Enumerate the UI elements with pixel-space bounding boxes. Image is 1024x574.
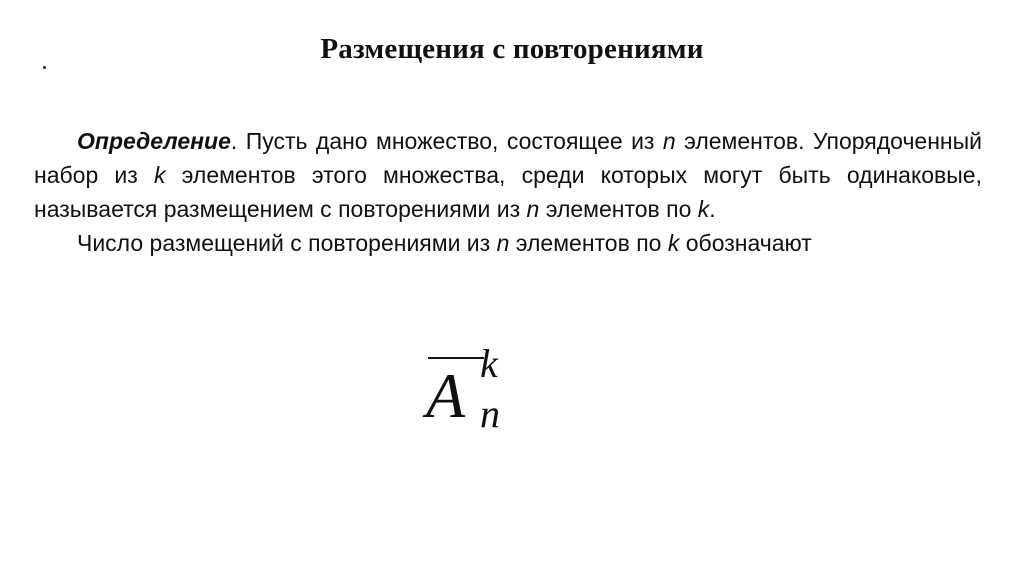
notation-text-2: элементов по [509,230,668,256]
definition-text-3: элементов этого множества, среди которых могут быть одинаковые, называется размещением с повторениями из [34,162,982,222]
definition-var-n2: n [526,196,540,222]
definition-var-k: k [154,162,166,188]
notation-var-n: n [496,230,510,256]
definition-paragraph [34,124,982,226]
notation-text-3: обозначают [679,230,812,256]
definition-var-k2: k [697,196,710,222]
notation-paragraph [34,226,982,260]
slide-title: Размещения с повторениями [320,33,704,65]
definition-text-4: элементов по [539,196,698,222]
definition-text-1: . Пусть дано множество, состоящее из [230,128,663,154]
definition-text-2: элементов. Упорядоченный набор из [34,128,982,188]
formula-superscript: k [480,341,498,386]
slide-body [34,124,982,260]
definition-term: Определение [77,128,231,154]
notation-text-1: Число размещений с повторениями из [77,230,497,256]
formula-arrangements-with-repetition [420,340,530,450]
bullet-dot [43,66,46,69]
definition-var-n: n [662,128,676,154]
formula-base: A [426,360,466,431]
notation-var-k: k [667,230,680,256]
definition-text-5: . [709,196,716,222]
formula-subscript: n [480,391,500,436]
